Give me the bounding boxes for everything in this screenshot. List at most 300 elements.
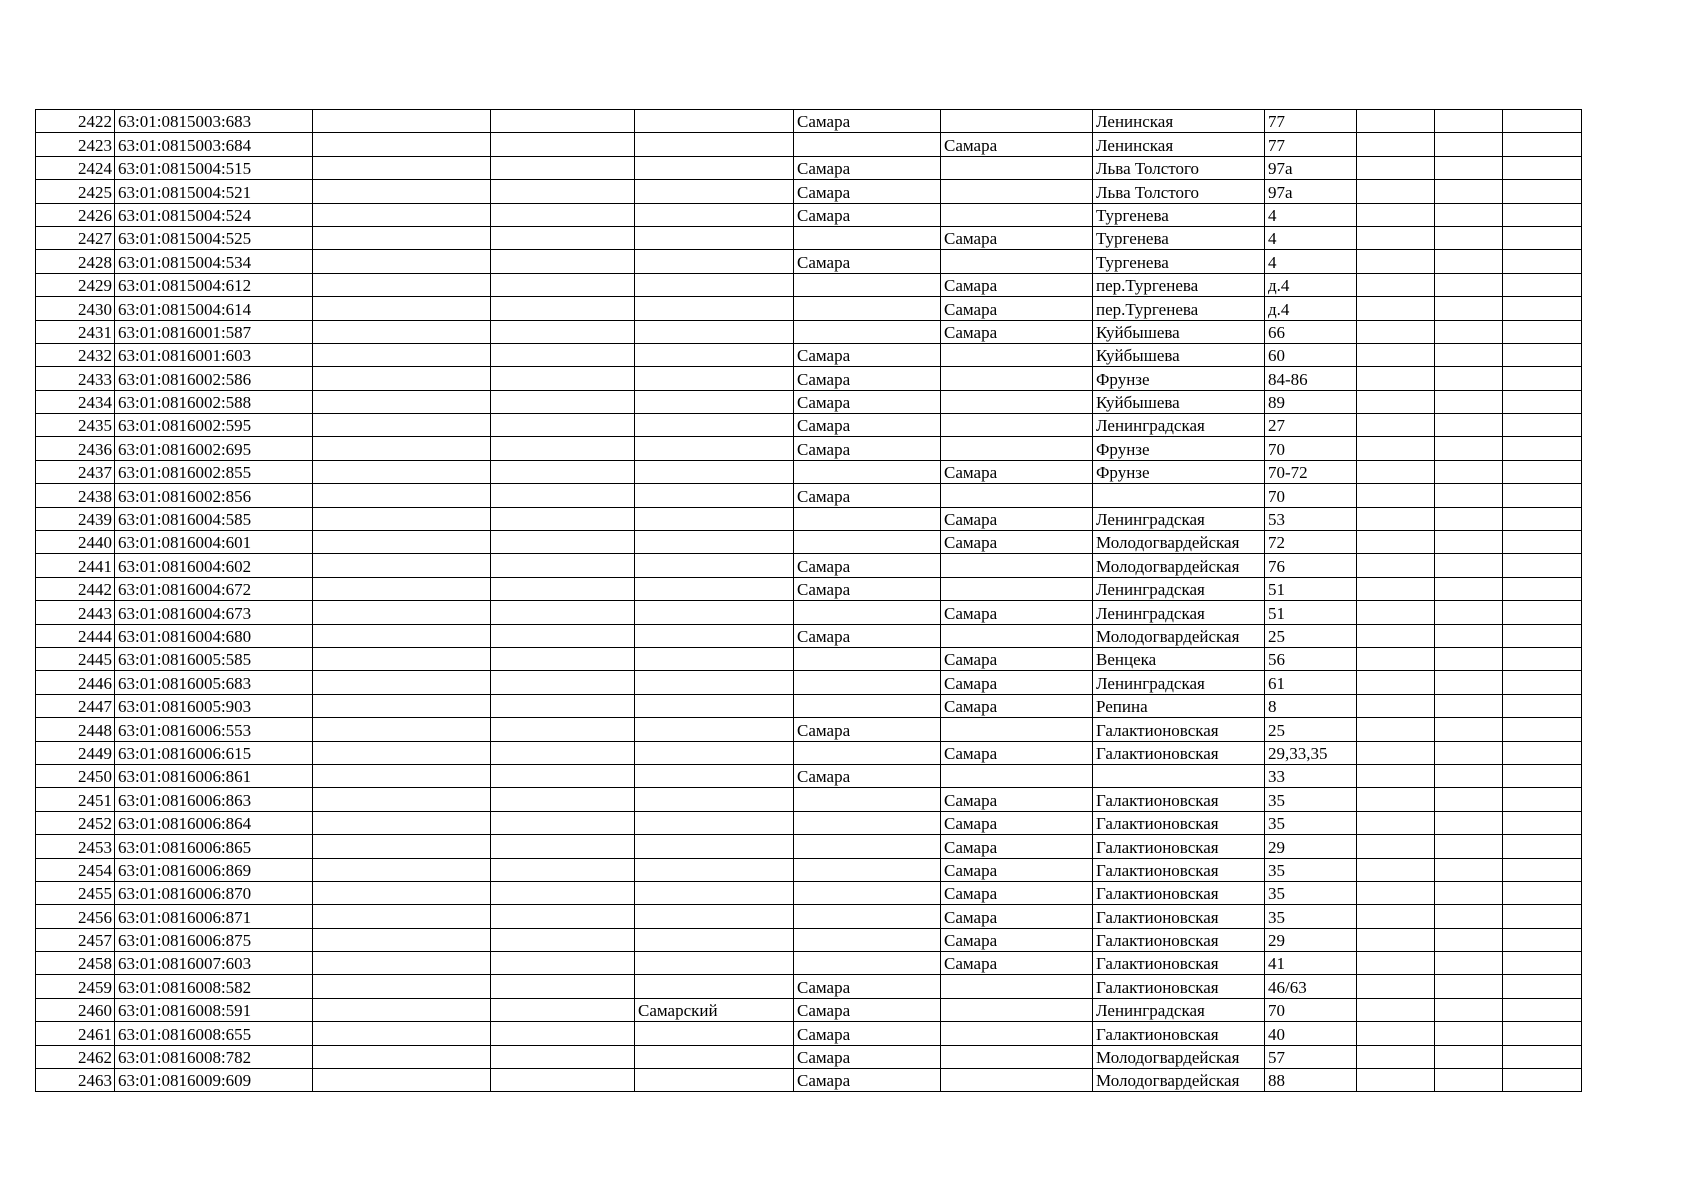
empty-cell bbox=[1357, 1045, 1435, 1068]
house-cell: 84-86 bbox=[1265, 367, 1357, 390]
empty-cell bbox=[491, 647, 635, 670]
table-body bbox=[36, 110, 1582, 1092]
street-cell: Молодогвардейская bbox=[1093, 554, 1265, 577]
empty-cell bbox=[1503, 273, 1582, 296]
empty-cell bbox=[313, 624, 491, 647]
empty-cell bbox=[1503, 414, 1582, 437]
empty-cell bbox=[1503, 835, 1582, 858]
empty-cell bbox=[491, 414, 635, 437]
empty-cell bbox=[1357, 928, 1435, 951]
cadastral-number-cell: 63:01:0816006:870 bbox=[115, 881, 313, 904]
empty-cell bbox=[313, 975, 491, 998]
house-cell: 88 bbox=[1265, 1069, 1357, 1092]
house-cell: 70 bbox=[1265, 437, 1357, 460]
house-cell: 4 bbox=[1265, 203, 1357, 226]
row-number-cell: 2449 bbox=[36, 741, 115, 764]
house-cell: 97а bbox=[1265, 156, 1357, 179]
empty-cell bbox=[491, 437, 635, 460]
empty-cell bbox=[1435, 577, 1503, 600]
row-number-cell: 2444 bbox=[36, 624, 115, 647]
house-cell: 70-72 bbox=[1265, 460, 1357, 483]
cadastral-number-cell: 63:01:0816004:585 bbox=[115, 507, 313, 530]
empty-cell bbox=[491, 952, 635, 975]
city-cell: Самара bbox=[794, 1045, 941, 1068]
locality-cell: Самара bbox=[941, 788, 1093, 811]
empty-cell bbox=[1435, 624, 1503, 647]
street-cell: Галактионовская bbox=[1093, 975, 1265, 998]
table-row bbox=[36, 952, 1582, 975]
city-cell bbox=[794, 928, 941, 951]
city-cell: Самара bbox=[794, 343, 941, 366]
empty-cell bbox=[313, 226, 491, 249]
city-cell: Самара bbox=[794, 484, 941, 507]
cadastral-number-cell: 63:01:0816004:680 bbox=[115, 624, 313, 647]
district-cell bbox=[635, 647, 794, 670]
street-cell: Льва Толстого bbox=[1093, 156, 1265, 179]
district-cell bbox=[635, 858, 794, 881]
empty-cell bbox=[1503, 624, 1582, 647]
empty-cell bbox=[1435, 975, 1503, 998]
empty-cell bbox=[1435, 881, 1503, 904]
cadastral-number-cell: 63:01:0816001:603 bbox=[115, 343, 313, 366]
house-cell: 8 bbox=[1265, 694, 1357, 717]
row-number-cell: 2441 bbox=[36, 554, 115, 577]
row-number-cell: 2462 bbox=[36, 1045, 115, 1068]
empty-cell bbox=[1357, 671, 1435, 694]
table-row bbox=[36, 554, 1582, 577]
district-cell bbox=[635, 1022, 794, 1045]
empty-cell bbox=[1435, 764, 1503, 787]
cadastral-number-cell: 63:01:0816006:861 bbox=[115, 764, 313, 787]
street-cell: Молодогвардейская bbox=[1093, 531, 1265, 554]
street-cell: Галактионовская bbox=[1093, 858, 1265, 881]
empty-cell bbox=[491, 975, 635, 998]
row-number-cell: 2434 bbox=[36, 390, 115, 413]
city-cell bbox=[794, 835, 941, 858]
cadastral-number-cell: 63:01:0816006:553 bbox=[115, 718, 313, 741]
table-row bbox=[36, 671, 1582, 694]
district-cell bbox=[635, 414, 794, 437]
empty-cell bbox=[1503, 297, 1582, 320]
empty-cell bbox=[1357, 647, 1435, 670]
empty-cell bbox=[313, 133, 491, 156]
empty-cell bbox=[313, 811, 491, 834]
row-number-cell: 2447 bbox=[36, 694, 115, 717]
empty-cell bbox=[1503, 577, 1582, 600]
house-cell: 25 bbox=[1265, 718, 1357, 741]
empty-cell bbox=[491, 110, 635, 133]
empty-cell bbox=[1503, 226, 1582, 249]
locality-cell bbox=[941, 577, 1093, 600]
locality-cell bbox=[941, 437, 1093, 460]
district-cell bbox=[635, 975, 794, 998]
empty-cell bbox=[1357, 507, 1435, 530]
table-row bbox=[36, 203, 1582, 226]
empty-cell bbox=[313, 390, 491, 413]
house-cell: 35 bbox=[1265, 788, 1357, 811]
table-row bbox=[36, 437, 1582, 460]
empty-cell bbox=[491, 718, 635, 741]
empty-cell bbox=[1503, 343, 1582, 366]
empty-cell bbox=[313, 1045, 491, 1068]
locality-cell: Самара bbox=[941, 320, 1093, 343]
city-cell bbox=[794, 601, 941, 624]
row-number-cell: 2445 bbox=[36, 647, 115, 670]
street-cell: Фрунзе bbox=[1093, 367, 1265, 390]
empty-cell bbox=[1503, 647, 1582, 670]
empty-cell bbox=[313, 788, 491, 811]
row-number-cell: 2463 bbox=[36, 1069, 115, 1092]
empty-cell bbox=[313, 1069, 491, 1092]
empty-cell bbox=[1503, 928, 1582, 951]
empty-cell bbox=[1503, 320, 1582, 343]
empty-cell bbox=[1435, 554, 1503, 577]
empty-cell bbox=[1357, 764, 1435, 787]
city-cell bbox=[794, 952, 941, 975]
table-row bbox=[36, 273, 1582, 296]
empty-cell bbox=[1357, 1022, 1435, 1045]
locality-cell bbox=[941, 1022, 1093, 1045]
empty-cell bbox=[1435, 671, 1503, 694]
house-cell: 27 bbox=[1265, 414, 1357, 437]
city-cell bbox=[794, 460, 941, 483]
house-cell: 70 bbox=[1265, 998, 1357, 1021]
empty-cell bbox=[1503, 460, 1582, 483]
city-cell: Самара bbox=[794, 437, 941, 460]
table-row bbox=[36, 624, 1582, 647]
district-cell bbox=[635, 601, 794, 624]
empty-cell bbox=[1357, 577, 1435, 600]
table-row bbox=[36, 928, 1582, 951]
empty-cell bbox=[313, 718, 491, 741]
cadastral-number-cell: 63:01:0815004:614 bbox=[115, 297, 313, 320]
district-cell bbox=[635, 297, 794, 320]
cadastral-number-cell: 63:01:0816006:875 bbox=[115, 928, 313, 951]
empty-cell bbox=[491, 226, 635, 249]
city-cell: Самара bbox=[794, 390, 941, 413]
empty-cell bbox=[313, 507, 491, 530]
empty-cell bbox=[1435, 110, 1503, 133]
empty-cell bbox=[1503, 133, 1582, 156]
row-number-cell: 2435 bbox=[36, 414, 115, 437]
empty-cell bbox=[313, 110, 491, 133]
locality-cell bbox=[941, 975, 1093, 998]
city-cell bbox=[794, 133, 941, 156]
empty-cell bbox=[1503, 764, 1582, 787]
empty-cell bbox=[1435, 133, 1503, 156]
empty-cell bbox=[491, 297, 635, 320]
empty-cell bbox=[1357, 133, 1435, 156]
locality-cell: Самара bbox=[941, 952, 1093, 975]
empty-cell bbox=[1435, 858, 1503, 881]
cadastral-number-cell: 63:01:0816006:863 bbox=[115, 788, 313, 811]
street-cell: Ленинградская bbox=[1093, 601, 1265, 624]
district-cell bbox=[635, 133, 794, 156]
locality-cell: Самара bbox=[941, 835, 1093, 858]
registry-table bbox=[35, 109, 1582, 1092]
table-row bbox=[36, 460, 1582, 483]
locality-cell bbox=[941, 624, 1093, 647]
empty-cell bbox=[491, 671, 635, 694]
empty-cell bbox=[313, 858, 491, 881]
house-cell: 35 bbox=[1265, 905, 1357, 928]
empty-cell bbox=[1503, 718, 1582, 741]
cadastral-number-cell: 63:01:0816004:602 bbox=[115, 554, 313, 577]
empty-cell bbox=[1503, 507, 1582, 530]
house-cell: 4 bbox=[1265, 226, 1357, 249]
row-number-cell: 2432 bbox=[36, 343, 115, 366]
district-cell bbox=[635, 250, 794, 273]
empty-cell bbox=[1503, 437, 1582, 460]
house-cell: 70 bbox=[1265, 484, 1357, 507]
district-cell bbox=[635, 1069, 794, 1092]
empty-cell bbox=[1503, 390, 1582, 413]
locality-cell bbox=[941, 998, 1093, 1021]
table-row bbox=[36, 1069, 1582, 1092]
empty-cell bbox=[491, 811, 635, 834]
locality-cell: Самара bbox=[941, 297, 1093, 320]
city-cell bbox=[794, 320, 941, 343]
empty-cell bbox=[1357, 437, 1435, 460]
empty-cell bbox=[313, 297, 491, 320]
empty-cell bbox=[491, 694, 635, 717]
row-number-cell: 2459 bbox=[36, 975, 115, 998]
empty-cell bbox=[491, 460, 635, 483]
empty-cell bbox=[1435, 647, 1503, 670]
empty-cell bbox=[1503, 671, 1582, 694]
table-row bbox=[36, 507, 1582, 530]
empty-cell bbox=[313, 531, 491, 554]
locality-cell: Самара bbox=[941, 507, 1093, 530]
empty-cell bbox=[1357, 718, 1435, 741]
street-cell: Тургенева bbox=[1093, 203, 1265, 226]
table-row bbox=[36, 998, 1582, 1021]
street-cell: Тургенева bbox=[1093, 250, 1265, 273]
empty-cell bbox=[1435, 1045, 1503, 1068]
empty-cell bbox=[1435, 1069, 1503, 1092]
cadastral-number-cell: 63:01:0815004:612 bbox=[115, 273, 313, 296]
table-row bbox=[36, 1045, 1582, 1068]
locality-cell: Самара bbox=[941, 881, 1093, 904]
street-cell: Галактионовская bbox=[1093, 881, 1265, 904]
empty-cell bbox=[313, 577, 491, 600]
empty-cell bbox=[1357, 414, 1435, 437]
empty-cell bbox=[1435, 414, 1503, 437]
empty-cell bbox=[1503, 1022, 1582, 1045]
city-cell bbox=[794, 226, 941, 249]
empty-cell bbox=[1357, 811, 1435, 834]
empty-cell bbox=[1435, 507, 1503, 530]
empty-cell bbox=[313, 671, 491, 694]
city-cell bbox=[794, 507, 941, 530]
cadastral-number-cell: 63:01:0815004:534 bbox=[115, 250, 313, 273]
empty-cell bbox=[491, 835, 635, 858]
empty-cell bbox=[1357, 180, 1435, 203]
district-cell bbox=[635, 554, 794, 577]
city-cell bbox=[794, 671, 941, 694]
empty-cell bbox=[1357, 905, 1435, 928]
district-cell bbox=[635, 180, 794, 203]
house-cell: 56 bbox=[1265, 647, 1357, 670]
table-row bbox=[36, 858, 1582, 881]
city-cell: Самара bbox=[794, 975, 941, 998]
cadastral-number-cell: 63:01:0816006:869 bbox=[115, 858, 313, 881]
cadastral-number-cell: 63:01:0816004:673 bbox=[115, 601, 313, 624]
empty-cell bbox=[491, 1045, 635, 1068]
empty-cell bbox=[1503, 1045, 1582, 1068]
house-cell: 29 bbox=[1265, 928, 1357, 951]
empty-cell bbox=[1435, 273, 1503, 296]
empty-cell bbox=[1503, 203, 1582, 226]
city-cell: Самара bbox=[794, 1022, 941, 1045]
city-cell: Самара bbox=[794, 1069, 941, 1092]
empty-cell bbox=[313, 928, 491, 951]
empty-cell bbox=[1503, 998, 1582, 1021]
cadastral-number-cell: 63:01:0815004:524 bbox=[115, 203, 313, 226]
street-cell: Молодогвардейская bbox=[1093, 624, 1265, 647]
table-row bbox=[36, 250, 1582, 273]
city-cell: Самара bbox=[794, 764, 941, 787]
district-cell bbox=[635, 928, 794, 951]
empty-cell bbox=[491, 484, 635, 507]
empty-cell bbox=[313, 273, 491, 296]
empty-cell bbox=[1503, 531, 1582, 554]
table-row bbox=[36, 835, 1582, 858]
cadastral-number-cell: 63:01:0815004:521 bbox=[115, 180, 313, 203]
district-cell bbox=[635, 531, 794, 554]
row-number-cell: 2426 bbox=[36, 203, 115, 226]
house-cell: 66 bbox=[1265, 320, 1357, 343]
locality-cell: Самара bbox=[941, 811, 1093, 834]
house-cell: 29 bbox=[1265, 835, 1357, 858]
street-cell: Ленинградская bbox=[1093, 507, 1265, 530]
empty-cell bbox=[491, 367, 635, 390]
cadastral-number-cell: 63:01:0815003:684 bbox=[115, 133, 313, 156]
table-row bbox=[36, 297, 1582, 320]
empty-cell bbox=[1503, 694, 1582, 717]
cadastral-number-cell: 63:01:0816006:615 bbox=[115, 741, 313, 764]
street-cell: Молодогвардейская bbox=[1093, 1045, 1265, 1068]
cadastral-number-cell: 63:01:0816002:856 bbox=[115, 484, 313, 507]
street-cell: Ленинская bbox=[1093, 133, 1265, 156]
street-cell: Ленинградская bbox=[1093, 577, 1265, 600]
house-cell: 97а bbox=[1265, 180, 1357, 203]
cadastral-number-cell: 63:01:0816007:603 bbox=[115, 952, 313, 975]
empty-cell bbox=[1357, 624, 1435, 647]
empty-cell bbox=[1357, 110, 1435, 133]
empty-cell bbox=[491, 741, 635, 764]
empty-cell bbox=[491, 531, 635, 554]
empty-cell bbox=[313, 156, 491, 179]
empty-cell bbox=[491, 554, 635, 577]
street-cell: Ленинская bbox=[1093, 110, 1265, 133]
table-row bbox=[36, 414, 1582, 437]
city-cell: Самара bbox=[794, 367, 941, 390]
table-row bbox=[36, 180, 1582, 203]
house-cell: 40 bbox=[1265, 1022, 1357, 1045]
locality-cell: Самара bbox=[941, 601, 1093, 624]
empty-cell bbox=[1435, 835, 1503, 858]
district-cell bbox=[635, 507, 794, 530]
row-number-cell: 2442 bbox=[36, 577, 115, 600]
empty-cell bbox=[1435, 437, 1503, 460]
row-number-cell: 2455 bbox=[36, 881, 115, 904]
row-number-cell: 2452 bbox=[36, 811, 115, 834]
empty-cell bbox=[491, 203, 635, 226]
city-cell bbox=[794, 297, 941, 320]
empty-cell bbox=[1503, 952, 1582, 975]
street-cell: Галактионовская bbox=[1093, 788, 1265, 811]
empty-cell bbox=[1357, 881, 1435, 904]
street-cell: пер.Тургенева bbox=[1093, 297, 1265, 320]
empty-cell bbox=[1357, 343, 1435, 366]
cadastral-number-cell: 63:01:0816008:591 bbox=[115, 998, 313, 1021]
street-cell: Галактионовская bbox=[1093, 718, 1265, 741]
street-cell: Галактионовская bbox=[1093, 741, 1265, 764]
cadastral-number-cell: 63:01:0816009:609 bbox=[115, 1069, 313, 1092]
district-cell bbox=[635, 905, 794, 928]
cadastral-number-cell: 63:01:0816005:683 bbox=[115, 671, 313, 694]
empty-cell bbox=[1357, 460, 1435, 483]
district-cell bbox=[635, 952, 794, 975]
locality-cell bbox=[941, 414, 1093, 437]
table-row bbox=[36, 694, 1582, 717]
locality-cell: Самара bbox=[941, 133, 1093, 156]
empty-cell bbox=[1357, 531, 1435, 554]
empty-cell bbox=[1503, 180, 1582, 203]
district-cell bbox=[635, 156, 794, 179]
district-cell bbox=[635, 484, 794, 507]
empty-cell bbox=[1435, 484, 1503, 507]
cadastral-number-cell: 63:01:0816008:582 bbox=[115, 975, 313, 998]
table-row bbox=[36, 226, 1582, 249]
cadastral-number-cell: 63:01:0816008:655 bbox=[115, 1022, 313, 1045]
street-cell: Фрунзе bbox=[1093, 437, 1265, 460]
row-number-cell: 2423 bbox=[36, 133, 115, 156]
house-cell: 35 bbox=[1265, 811, 1357, 834]
city-cell bbox=[794, 694, 941, 717]
empty-cell bbox=[491, 881, 635, 904]
cadastral-number-cell: 63:01:0815004:525 bbox=[115, 226, 313, 249]
district-cell bbox=[635, 1045, 794, 1068]
locality-cell: Самара bbox=[941, 905, 1093, 928]
empty-cell bbox=[491, 858, 635, 881]
table-row bbox=[36, 110, 1582, 133]
locality-cell bbox=[941, 156, 1093, 179]
empty-cell bbox=[313, 484, 491, 507]
row-number-cell: 2443 bbox=[36, 601, 115, 624]
table-row bbox=[36, 601, 1582, 624]
empty-cell bbox=[313, 764, 491, 787]
empty-cell bbox=[491, 390, 635, 413]
district-cell bbox=[635, 390, 794, 413]
cadastral-number-cell: 63:01:0816002:855 bbox=[115, 460, 313, 483]
cadastral-number-cell: 63:01:0816005:903 bbox=[115, 694, 313, 717]
row-number-cell: 2431 bbox=[36, 320, 115, 343]
street-cell: Репина bbox=[1093, 694, 1265, 717]
row-number-cell: 2448 bbox=[36, 718, 115, 741]
empty-cell bbox=[1435, 531, 1503, 554]
house-cell: д.4 bbox=[1265, 273, 1357, 296]
empty-cell bbox=[1503, 881, 1582, 904]
district-cell bbox=[635, 624, 794, 647]
empty-cell bbox=[1503, 1069, 1582, 1092]
district-cell bbox=[635, 226, 794, 249]
empty-cell bbox=[1357, 250, 1435, 273]
empty-cell bbox=[1435, 226, 1503, 249]
empty-cell bbox=[1503, 601, 1582, 624]
cadastral-number-cell: 63:01:0816005:585 bbox=[115, 647, 313, 670]
